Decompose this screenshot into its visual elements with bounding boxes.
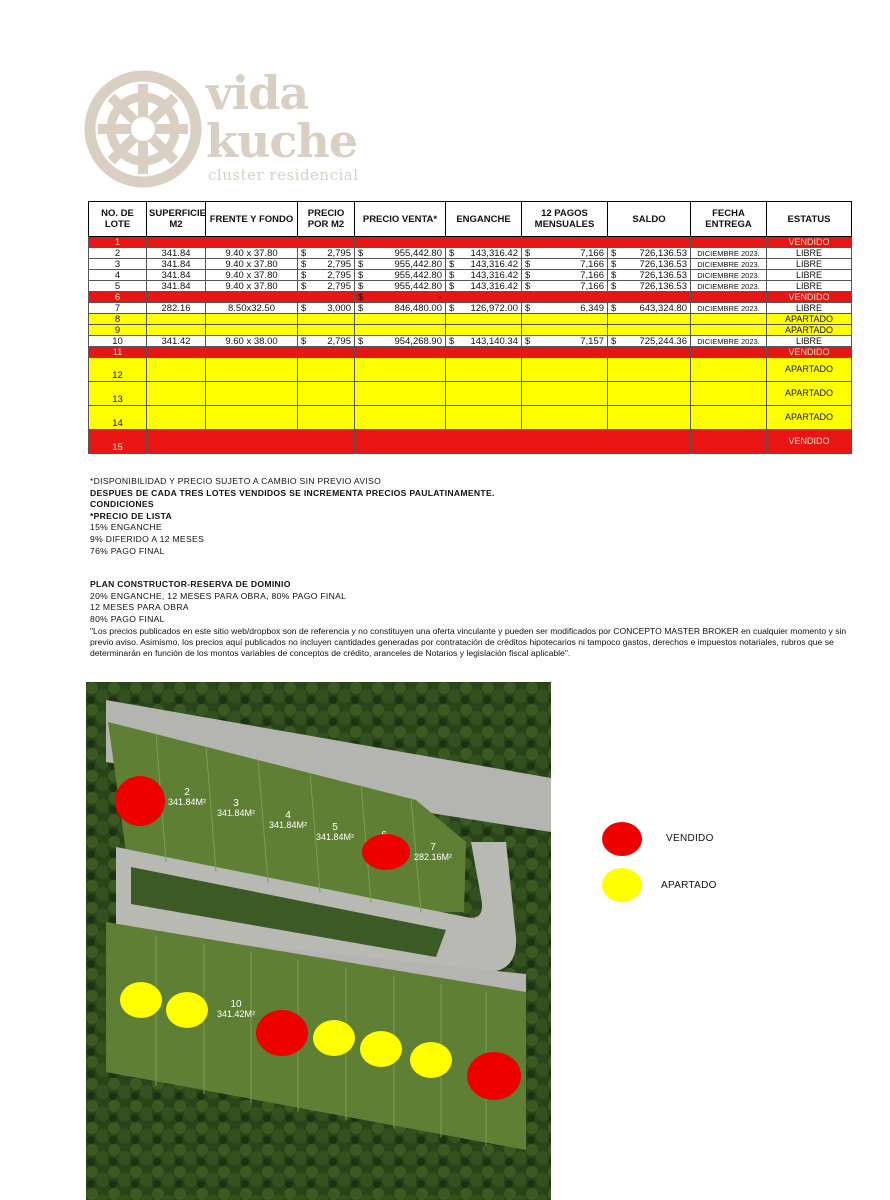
cell-fecha: DICIEMBRE 2023.: [691, 248, 767, 259]
table-row: [89, 325, 852, 336]
cell-saldo: [608, 248, 691, 259]
cell-precio-m2: [298, 237, 355, 248]
cell-saldo: [608, 347, 691, 358]
lot-number-label: 10: [230, 999, 242, 1010]
cell-frente-fondo: 8.50x32.50: [206, 303, 298, 314]
lot-area-label: 282.16M²: [413, 852, 453, 862]
cell-amount: 126,972.00: [470, 302, 518, 314]
cell-enganche: [446, 314, 522, 325]
cell-precio-m2: [298, 281, 355, 292]
currency-symbol: $: [611, 247, 617, 259]
cell-precio-m2: [298, 336, 355, 347]
cell-lote: 9: [89, 325, 147, 336]
cell-amount: 7,166: [580, 247, 604, 259]
cell-enganche: [446, 292, 522, 303]
cell-precio-m2: [298, 347, 355, 358]
cell-fecha: [691, 430, 767, 454]
currency-symbol: $: [449, 280, 455, 292]
table-row: [89, 406, 852, 430]
cell-amount: 2,795: [327, 335, 351, 347]
currency-symbol: $: [358, 280, 364, 292]
currency-symbol: $: [358, 258, 364, 270]
cell-precio-venta: [355, 382, 446, 406]
cell-precio-venta: [355, 314, 446, 325]
currency-symbol: $: [358, 291, 364, 303]
currency-symbol: $: [358, 302, 364, 314]
table-row: [89, 347, 852, 358]
cell-estatus: APARTADO: [767, 406, 852, 430]
cell-precio-m2: [298, 406, 355, 430]
cell-frente-fondo: 9.40 x 37.80: [206, 281, 298, 292]
cell-pagos: [522, 347, 608, 358]
cell-enganche: [446, 281, 522, 292]
cell-precio-venta: [355, 303, 446, 314]
note-disclaimer: "Los precios publicados en este sitio web/dropbox son de referencia y no constituyen una oferta vinculante y pueden ser modificados por CONCEPTO MASTER BROKER en cualquier momento y sin previo aviso. Asimismo, los precios aquí publicados no incluyen cantidades generadas por contratación de créditos hipotecarios ni tampoco gastos, derechos e impuestos notariales, rubros que se determinarán en función de los montos variables de conceptos de crédito, aranceles de Notarios y legislación fiscal aplicable".: [90, 625, 847, 658]
lot-area-label: 341.84M²: [315, 832, 355, 842]
cell-frente-fondo: 9.40 x 37.80: [206, 270, 298, 281]
cell-estatus: APARTADO: [767, 382, 852, 406]
table-row: [89, 248, 852, 259]
cell-saldo: [608, 281, 691, 292]
cell-amount: 7,157: [580, 335, 604, 347]
note-plan-heading: PLAN CONSTRUCTOR-RESERVA DE DOMINIO: [90, 579, 291, 590]
note-list-price-heading: *PRECIO DE LISTA: [90, 510, 172, 521]
cell-superficie: [147, 292, 206, 303]
col-header-fecha: FECHA ENTREGA: [691, 202, 767, 237]
currency-symbol: $: [525, 280, 531, 292]
cell-precio-venta: [355, 347, 446, 358]
cell-pagos: [522, 292, 608, 303]
cell-enganche: [446, 382, 522, 406]
cell-fecha: [691, 406, 767, 430]
cell-lote: 8: [89, 314, 147, 325]
cell-frente-fondo: [206, 358, 298, 382]
lot-number-label: 4: [285, 810, 291, 821]
currency-symbol: $: [525, 258, 531, 270]
cell-amount: 7,166: [580, 258, 604, 270]
cell-enganche: [446, 430, 522, 454]
cell-enganche: [446, 325, 522, 336]
lot-number-label: 2: [184, 787, 190, 798]
lot-number-label: 7: [430, 842, 436, 853]
cell-superficie: [147, 347, 206, 358]
cell-enganche: [446, 406, 522, 430]
cell-precio-venta: [355, 270, 446, 281]
cell-estatus: APARTADO: [767, 358, 852, 382]
cell-lote: 14: [89, 406, 147, 430]
cell-precio-venta: [355, 358, 446, 382]
col-header-precio-venta: PRECIO VENTA*: [355, 202, 446, 237]
map-legend: [600, 820, 800, 910]
cell-saldo: [608, 382, 691, 406]
conditions-notes: [90, 476, 850, 659]
cell-frente-fondo: 9.40 x 37.80: [206, 259, 298, 270]
lot-area-label: 341.84M²: [167, 797, 207, 807]
lot-area-label: 341.84M²: [268, 820, 308, 830]
cell-pagos: [522, 325, 608, 336]
cell-fecha: [691, 325, 767, 336]
cell-superficie: [147, 406, 206, 430]
cell-saldo: [608, 325, 691, 336]
note-availability: *DISPONIBILIDAD Y PRECIO SUJETO A CAMBIO SIN PREVIO AVISO: [90, 476, 382, 486]
currency-symbol: $: [301, 335, 307, 347]
lot-number-label: 3: [233, 798, 239, 809]
currency-symbol: $: [301, 269, 307, 281]
cell-precio-m2: [298, 270, 355, 281]
cell-amount: 143,316.42: [470, 258, 518, 270]
cell-pagos: [522, 336, 608, 347]
cell-lote: 11: [89, 347, 147, 358]
cell-saldo: [608, 303, 691, 314]
cell-amount: 2,795: [327, 258, 351, 270]
cell-enganche: [446, 270, 522, 281]
cell-precio-m2: [298, 358, 355, 382]
cell-precio-venta: [355, 292, 446, 303]
currency-symbol: $: [301, 247, 307, 259]
cell-frente-fondo: [206, 292, 298, 303]
cell-amount: 2,795: [327, 280, 351, 292]
legend-apartado-marker: [602, 868, 642, 902]
col-header-pagos: 12 PAGOS MENSUALES: [522, 202, 608, 237]
cell-precio-venta: [355, 430, 446, 454]
cell-estatus: LIBRE: [767, 303, 852, 314]
cell-lote: 10: [89, 336, 147, 347]
cell-amount: 7,166: [580, 280, 604, 292]
cell-amount: 955,442.80: [394, 247, 442, 259]
cell-saldo: [608, 336, 691, 347]
cell-amount: -: [438, 291, 442, 303]
cell-amount: 726,136.53: [639, 247, 687, 259]
table-row: [89, 358, 852, 382]
cell-superficie: [147, 382, 206, 406]
vendido-marker: [256, 1010, 308, 1056]
note-diferido: 9% DIFERIDO A 12 MESES: [90, 533, 205, 544]
cell-precio-venta: [355, 325, 446, 336]
cell-frente-fondo: [206, 347, 298, 358]
cell-superficie: 341.84: [147, 259, 206, 270]
col-header-lote: NO. DE LOTE: [89, 202, 147, 237]
cell-pagos: [522, 358, 608, 382]
cell-lote: 1: [89, 237, 147, 248]
cell-precio-venta: [355, 281, 446, 292]
cell-estatus: APARTADO: [767, 314, 852, 325]
cell-superficie: [147, 314, 206, 325]
cell-pagos: [522, 237, 608, 248]
cell-precio-m2: [298, 259, 355, 270]
cell-lote: 12: [89, 358, 147, 382]
cell-superficie: [147, 358, 206, 382]
cell-amount: 143,140.34: [470, 335, 518, 347]
cell-amount: 955,442.80: [394, 258, 442, 270]
cell-superficie: [147, 325, 206, 336]
currency-symbol: $: [525, 335, 531, 347]
cell-frente-fondo: [206, 237, 298, 248]
cell-frente-fondo: [206, 382, 298, 406]
cell-estatus: LIBRE: [767, 259, 852, 270]
note-price-increase: DESPUES DE CADA TRES LOTES VENDIDOS SE INCREMENTA PRECIOS PAULATINAMENTE.: [90, 487, 495, 498]
vendido-marker: [362, 834, 410, 870]
col-header-superficie: SUPERFICIE M2: [147, 202, 206, 237]
cell-amount: 846,480.00: [394, 302, 442, 314]
currency-symbol: $: [449, 258, 455, 270]
cell-precio-venta: [355, 406, 446, 430]
currency-symbol: $: [611, 280, 617, 292]
cell-fecha: DICIEMBRE 2023.: [691, 336, 767, 347]
cell-lote: 4: [89, 270, 147, 281]
table-row: [89, 430, 852, 454]
cell-estatus: VENDIDO: [767, 292, 852, 303]
table-row: [89, 336, 852, 347]
cell-pagos: [522, 382, 608, 406]
cell-amount: 143,316.42: [470, 247, 518, 259]
price-table: [88, 201, 852, 454]
cell-enganche: [446, 248, 522, 259]
cell-saldo: [608, 430, 691, 454]
cell-precio-venta: [355, 237, 446, 248]
cell-fecha: DICIEMBRE 2023.: [691, 281, 767, 292]
logo-line-kuche: kuche: [206, 114, 358, 168]
cell-frente-fondo: [206, 430, 298, 454]
cell-fecha: DICIEMBRE 2023.: [691, 259, 767, 270]
cell-enganche: [446, 303, 522, 314]
table-row: [89, 237, 852, 248]
currency-symbol: $: [449, 302, 455, 314]
cell-pagos: [522, 303, 608, 314]
apartado-marker: [120, 982, 162, 1018]
table-row: [89, 292, 852, 303]
table-header-row: [89, 202, 852, 237]
cell-superficie: 282.16: [147, 303, 206, 314]
cell-fecha: [691, 292, 767, 303]
cell-amount: 143,316.42: [470, 280, 518, 292]
note-pago-final: 76% PAGO FINAL: [90, 545, 165, 556]
cell-precio-m2: [298, 382, 355, 406]
cell-amount: 954,268.90: [394, 335, 442, 347]
cell-estatus: VENDIDO: [767, 430, 852, 454]
cell-amount: 2,795: [327, 269, 351, 281]
cell-amount: 2,795: [327, 247, 351, 259]
apartado-marker: [410, 1042, 452, 1078]
cell-fecha: [691, 314, 767, 325]
vendido-marker: [467, 1052, 521, 1100]
cell-amount: 7,166: [580, 269, 604, 281]
cell-amount: 6,349: [580, 302, 604, 314]
lot-area-label: 341.42M²: [216, 1009, 256, 1019]
cell-enganche: [446, 336, 522, 347]
currency-symbol: $: [525, 302, 531, 314]
legend-vendido-label: VENDIDO: [666, 833, 714, 844]
cell-precio-venta: [355, 336, 446, 347]
cell-lote: 6: [89, 292, 147, 303]
cell-superficie: 341.84: [147, 270, 206, 281]
vida-kuche-logo: [84, 66, 374, 188]
table-body: [89, 237, 852, 454]
cell-frente-fondo: [206, 406, 298, 430]
lot-number-label: 5: [332, 822, 338, 833]
currency-symbol: $: [611, 258, 617, 270]
cell-estatus: LIBRE: [767, 270, 852, 281]
table-row: [89, 314, 852, 325]
cell-precio-m2: [298, 248, 355, 259]
cell-lote: 7: [89, 303, 147, 314]
note-enganche: 15% ENGANCHE: [90, 522, 162, 533]
currency-symbol: $: [358, 335, 364, 347]
cell-precio-m2: [298, 303, 355, 314]
currency-symbol: $: [449, 335, 455, 347]
cell-precio-venta: [355, 259, 446, 270]
cell-fecha: DICIEMBRE 2023.: [691, 270, 767, 281]
cell-estatus: VENDIDO: [767, 237, 852, 248]
cell-pagos: [522, 270, 608, 281]
cell-amount: 726,136.53: [639, 280, 687, 292]
table-row: [89, 270, 852, 281]
cell-precio-m2: [298, 430, 355, 454]
table-row: [89, 281, 852, 292]
currency-symbol: $: [301, 302, 307, 314]
currency-symbol: $: [611, 302, 617, 314]
logo-emblem-icon: [84, 70, 202, 188]
col-header-enganche: ENGANCHE: [446, 202, 522, 237]
cell-amount: 726,136.53: [639, 258, 687, 270]
cell-superficie: 341.42: [147, 336, 206, 347]
cell-precio-venta: [355, 248, 446, 259]
cell-amount: 143,316.42: [470, 269, 518, 281]
cell-enganche: [446, 347, 522, 358]
col-header-estatus: ESTATUS: [767, 202, 852, 237]
cell-fecha: [691, 237, 767, 248]
cell-amount: 726,136.53: [639, 269, 687, 281]
cell-enganche: [446, 358, 522, 382]
cell-estatus: LIBRE: [767, 281, 852, 292]
cell-amount: 3,000: [327, 302, 351, 314]
cell-pagos: [522, 314, 608, 325]
currency-symbol: $: [611, 335, 617, 347]
cell-saldo: [608, 292, 691, 303]
cell-lote: 5: [89, 281, 147, 292]
cell-fecha: [691, 382, 767, 406]
cell-saldo: [608, 314, 691, 325]
currency-symbol: $: [449, 269, 455, 281]
apartado-marker: [166, 992, 208, 1028]
cell-pagos: [522, 248, 608, 259]
cell-enganche: [446, 237, 522, 248]
col-header-precio-m2: PRECIO POR M2: [298, 202, 355, 237]
col-header-frente: FRENTE Y FONDO: [206, 202, 298, 237]
cell-amount: 725,244.36: [639, 335, 687, 347]
lot-area-label: 341.84M²: [216, 808, 256, 818]
cell-precio-m2: [298, 325, 355, 336]
cell-estatus: VENDIDO: [767, 347, 852, 358]
currency-symbol: $: [525, 247, 531, 259]
cell-frente-fondo: 9.60 x 38.00: [206, 336, 298, 347]
cell-saldo: [608, 270, 691, 281]
cell-precio-m2: [298, 292, 355, 303]
cell-pagos: [522, 259, 608, 270]
cell-fecha: DICIEMBRE 2023.: [691, 303, 767, 314]
currency-symbol: $: [525, 269, 531, 281]
aerial-site-plan: [86, 682, 551, 1200]
cell-superficie: 341.84: [147, 248, 206, 259]
currency-symbol: $: [449, 247, 455, 259]
legend-apartado-label: APARTADO: [661, 880, 717, 891]
cell-superficie: 341.84: [147, 281, 206, 292]
cell-superficie: [147, 430, 206, 454]
cell-lote: 3: [89, 259, 147, 270]
apartado-marker: [360, 1031, 402, 1067]
table-row: [89, 303, 852, 314]
note-plan-line1: 20% ENGANCHE, 12 MESES PARA OBRA, 80% PAGO FINAL: [90, 590, 347, 601]
cell-saldo: [608, 406, 691, 430]
logo-line-vida: vida: [206, 66, 309, 120]
note-conditions-heading: CONDICIONES: [90, 499, 154, 510]
cell-saldo: [608, 358, 691, 382]
cell-amount: 643,324.80: [639, 302, 687, 314]
site-plan-svg: [86, 682, 551, 1200]
apartado-marker: [313, 1020, 355, 1056]
cell-frente-fondo: 9.40 x 37.80: [206, 248, 298, 259]
cell-superficie: [147, 237, 206, 248]
cell-amount: 955,442.80: [394, 280, 442, 292]
cell-frente-fondo: [206, 314, 298, 325]
note-plan-line3: 80% PAGO FINAL: [90, 613, 165, 624]
cell-pagos: [522, 430, 608, 454]
cell-lote: 13: [89, 382, 147, 406]
logo-line-cluster: cluster residencial: [208, 166, 359, 184]
cell-enganche: [446, 259, 522, 270]
cell-lote: 15: [89, 430, 147, 454]
cell-estatus: APARTADO: [767, 325, 852, 336]
currency-symbol: $: [358, 269, 364, 281]
cell-lote: 2: [89, 248, 147, 259]
cell-fecha: [691, 358, 767, 382]
cell-pagos: [522, 406, 608, 430]
table-row: [89, 259, 852, 270]
cell-saldo: [608, 237, 691, 248]
cell-estatus: LIBRE: [767, 336, 852, 347]
cell-precio-m2: [298, 314, 355, 325]
currency-symbol: $: [301, 258, 307, 270]
cell-fecha: [691, 347, 767, 358]
vendido-marker: [115, 776, 165, 826]
currency-symbol: $: [301, 280, 307, 292]
currency-symbol: $: [358, 247, 364, 259]
cell-pagos: [522, 281, 608, 292]
cell-frente-fondo: [206, 325, 298, 336]
cell-saldo: [608, 259, 691, 270]
table-row: [89, 382, 852, 406]
note-plan-line2: 12 MESES PARA OBRA: [90, 602, 189, 613]
cell-estatus: LIBRE: [767, 248, 852, 259]
col-header-saldo: SALDO: [608, 202, 691, 237]
currency-symbol: $: [611, 269, 617, 281]
cell-amount: 955,442.80: [394, 269, 442, 281]
legend-vendido-marker: [602, 822, 642, 856]
